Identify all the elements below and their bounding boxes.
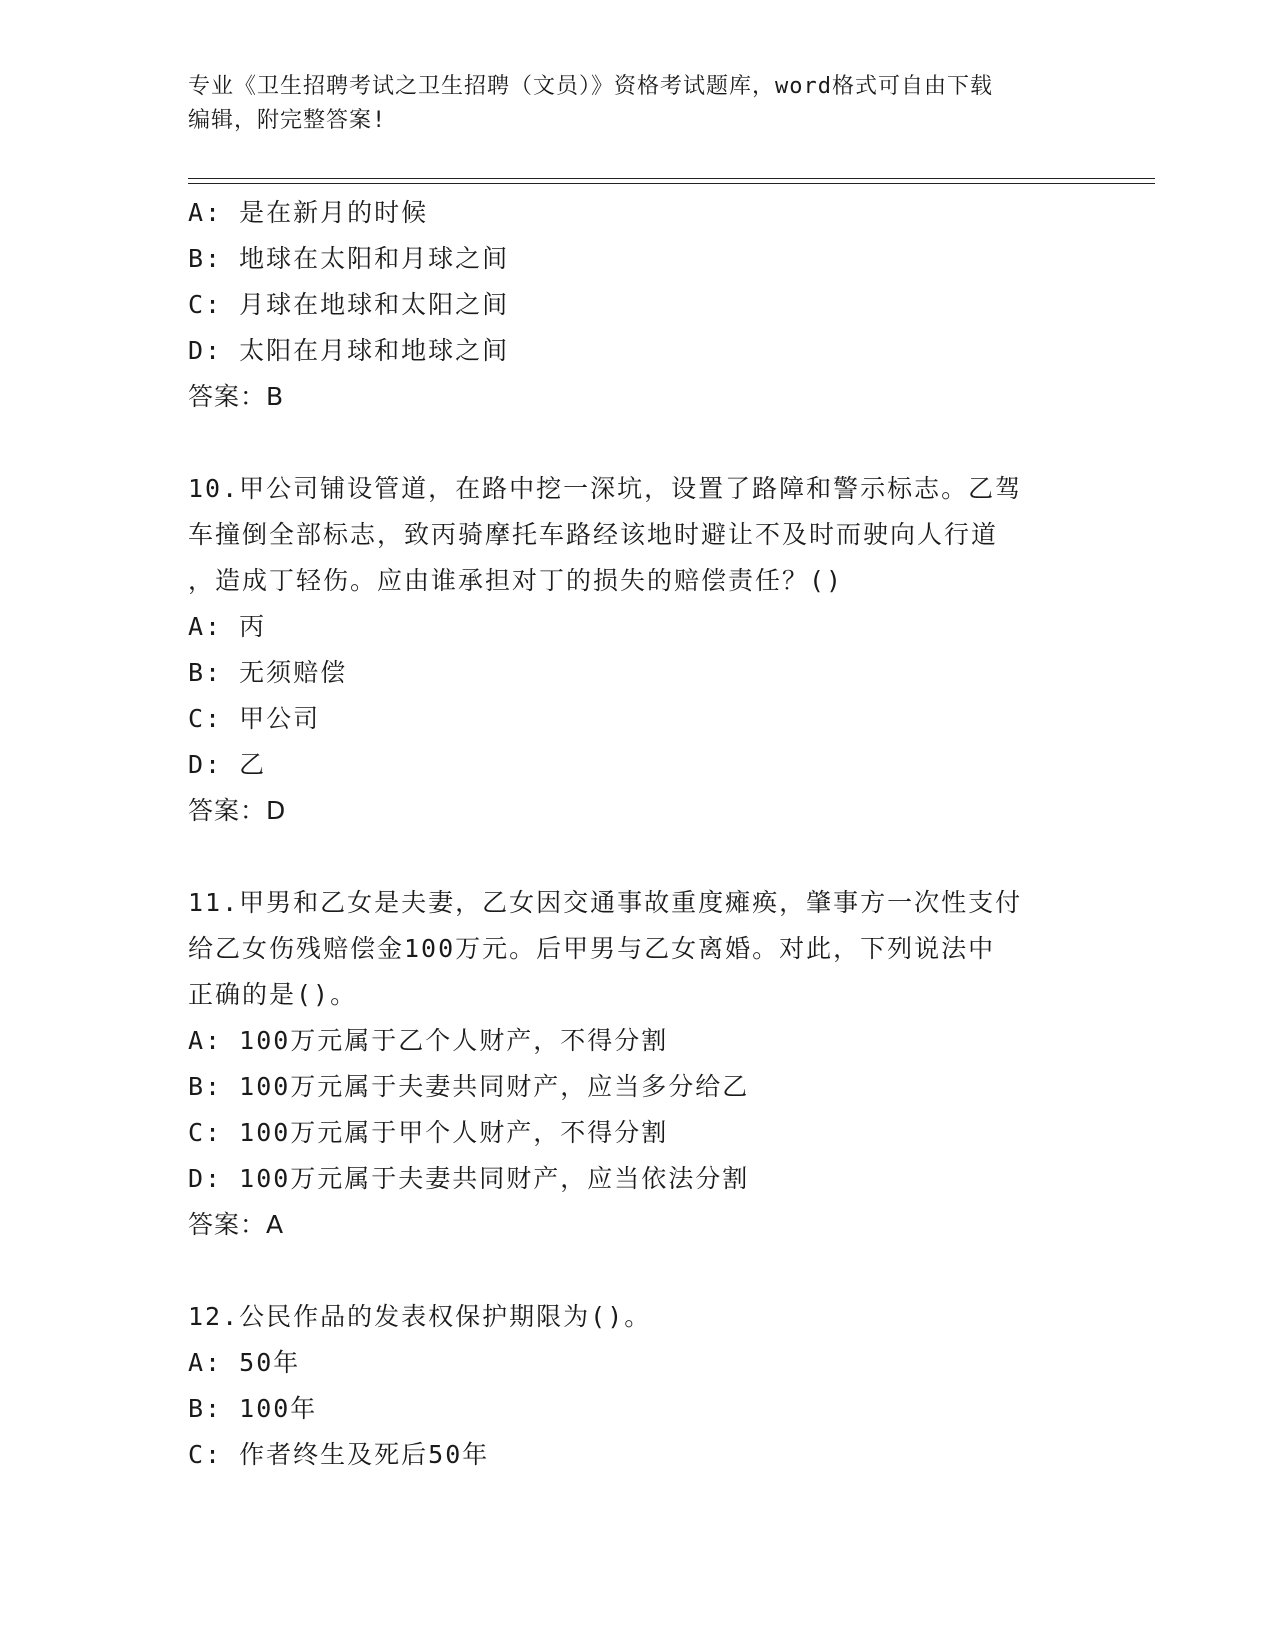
header-divider-top bbox=[188, 178, 1155, 179]
question-text-line: 11.甲男和乙女是夫妻，乙女因交通事故重度瘫痪，肇事方一次性支付 bbox=[188, 888, 1023, 917]
question-text-line: ，造成丁轻伤。应由谁承担对丁的损失的赔偿责任？() bbox=[188, 566, 844, 595]
question-text-line: 给乙女伤残赔偿金100万元。后甲男与乙女离婚。对此，下列说法中 bbox=[188, 934, 996, 963]
question-9 bbox=[188, 190, 1088, 420]
question-text-line: 车撞倒全部标志，致丙骑摩托车路经该地时避让不及时而驶向人行道 bbox=[188, 520, 999, 549]
option-a: A: 丙 bbox=[188, 612, 267, 641]
option-d: D: 100万元属于夫妻共同财产，应当依法分割 bbox=[188, 1164, 750, 1193]
option-a: A: 50年 bbox=[188, 1348, 301, 1377]
option-d: D: 太阳在月球和地球之间 bbox=[188, 336, 510, 365]
header-line-2: 编辑，附完整答案! bbox=[188, 108, 387, 133]
question-list bbox=[188, 190, 1088, 1478]
header-line-1: 专业《卫生招聘考试之卫生招聘（文员）》资格考试题库，word格式可自由下载 bbox=[188, 74, 993, 99]
question-10 bbox=[188, 466, 1088, 834]
option-c: C: 100万元属于甲个人财产，不得分割 bbox=[188, 1118, 669, 1147]
answer-line: 答案：D bbox=[188, 796, 287, 825]
question-text-line: 10.甲公司铺设管道，在路中挖一深坑，设置了路障和警示标志。乙驾 bbox=[188, 474, 1023, 503]
option-c: C: 甲公司 bbox=[188, 704, 321, 733]
option-c: C: 作者终生及死后50年 bbox=[188, 1440, 490, 1469]
question-11 bbox=[188, 880, 1088, 1248]
document-header bbox=[188, 70, 1088, 138]
header-divider-bottom bbox=[188, 183, 1155, 184]
option-a: A: 100万元属于乙个人财产，不得分割 bbox=[188, 1026, 669, 1055]
option-b: B: 无须赔偿 bbox=[188, 658, 348, 687]
option-d: D: 乙 bbox=[188, 750, 267, 779]
question-text-line: 正确的是()。 bbox=[188, 980, 358, 1009]
answer-line: 答案：A bbox=[188, 1210, 285, 1239]
question-12 bbox=[188, 1294, 1088, 1478]
option-b: B: 地球在太阳和月球之间 bbox=[188, 244, 510, 273]
answer-line: 答案：B bbox=[188, 382, 285, 411]
question-text-line: 12.公民作品的发表权保护期限为()。 bbox=[188, 1302, 652, 1331]
option-c: C: 月球在地球和太阳之间 bbox=[188, 290, 510, 319]
option-a: A: 是在新月的时候 bbox=[188, 198, 429, 227]
option-b: B: 100年 bbox=[188, 1394, 318, 1423]
option-b: B: 100万元属于夫妻共同财产，应当多分给乙 bbox=[188, 1072, 750, 1101]
